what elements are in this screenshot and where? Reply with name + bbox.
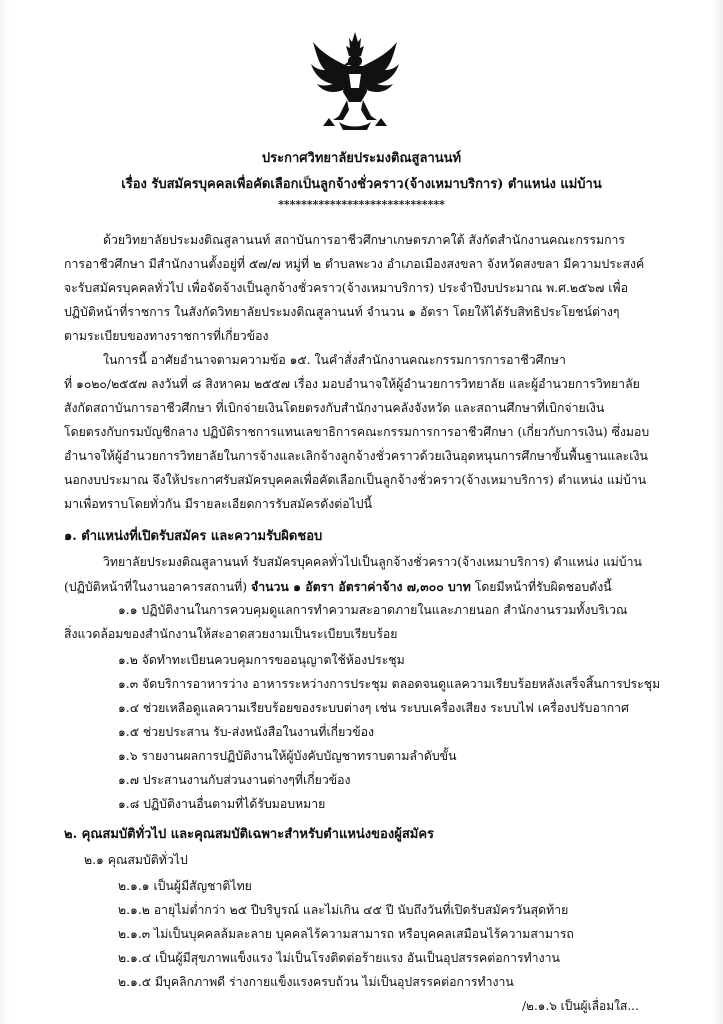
section-2-sub-heading: ๒.๑ คุณสมบัติทั่วไป [84,853,188,867]
authority-line: สังกัดสถาบันการอาชีวศึกษา ที่เบิกจ่ายเงินโดยตรงกับสำนักงานคลังจังหวัด และสถานศึกษาที่เบิกจ่ายเงิน [64,401,605,415]
duty-item: ๑.๕ ช่วยประสาน รับ-ส่งหนังสือในงานที่เกี่ยวข้อง [118,725,374,739]
intro-line: ตามระเบียบของทางราชการที่เกี่ยวข้อง [64,329,269,343]
authority-line: มาเพื่อทราบโดยทั่วกัน มีรายละเอียดการรับสมัครดังต่อไปนี้ [64,497,372,511]
intro-line: การอาชีวศึกษา มีสำนักงานตั้งอยู่ที่ ๕๗/๗ หมู่ที่ ๒ ตำบลพะวง อำเภอเมืองสงขลา จังหวัดสงขลา มีความประสงค์ [64,257,645,271]
authority-line: นอกงบประมาณ จึงให้ประกาศรับสมัครบุคคลเพื่อคัดเลือกเป็นลูกจ้างชั่วคราว(จ้างเหมาบริการ) ตำแหน่ง แม่บ้าน [64,473,647,487]
announcement-title: ประกาศวิทยาลัยประมงติณสูลานนท์ [261,151,462,166]
separator-stars: ***************************** [278,198,445,211]
position-rate: จำนวน ๑ อัตรา อัตราค่าจ้าง ๗,๓๐๐ บาท [251,579,471,594]
duty-item: ๑.๑ ปฏิบัติงานในการควบคุมดูแลการทำความสะอาดภายในและภายนอก สำนักงานรวมทั้งบริเวณ [118,603,628,617]
duty-item: ๑.๗ ประสานงานกับส่วนงานต่างๆที่เกี่ยวข้อง [118,773,351,787]
announcement-subject: เรื่อง รับสมัครบุคคลเพื่อคัดเลือกเป็นลูกจ้างชั่วคราว(จ้างเหมาบริการ) ตำแหน่ง แม่บ้าน [121,177,602,192]
intro-line: ปฏิบัติหน้าที่ราชการ ในสังกัดวิทยาลัยประมงติณสูลานนท์ จำนวน ๑ อัตรา โดยให้ได้รับสิทธิประโยชน์ต่างๆ [64,305,620,319]
duty-item: ๑.๘ ปฏิบัติงานอื่นตามที่ได้รับมอบหมาย [118,797,326,811]
section-1-para-start: (ปฏิบัติหน้าที่ในงานอาคารสถานที่) [64,580,251,594]
section-1-para-end: โดยมีหน้าที่รับผิดชอบดังนี้ [470,580,612,594]
duty-item: ๑.๔ ช่วยเหลือดูแลความเรียบร้อยของระบบต่างๆ เช่น ระบบเครื่องเสียง ระบบไฟ เครื่องปรับอากาศ [118,701,629,715]
authority-line: อำนาจให้ผู้อำนวยการวิทยาลัยในการจ้างและเลิกจ้างลูกจ้างชั่วคราวด้วยเงินอุดหนุนการศึกษาขั้นพื้นฐานและเงิน [64,449,648,463]
garuda-emblem-icon [309,30,401,130]
duty-item: สิ่งแวดล้อมของสำนักงานให้สะอาดสวยงามเป็นระเบียบเรียบร้อย [64,627,398,641]
qualification-item: ๒.๑.๕ มีบุคลิกภาพดี ร่างกายแข็งแรงครบถ้วน ไม่เป็นอุปสรรคต่อการทำงาน [118,975,514,989]
qualification-item: ๒.๑.๓ ไม่เป็นบุคคลล้มละลาย บุคคลไร้ความสามารถ หรือบุคคลเสมือนไร้ความสามารถ [118,927,574,941]
intro-line: ด้วยวิทยาลัยประมงติณสูลานนท์ สถาบันการอาชีวศึกษาเกษตรภาคใต้ สังกัดสำนักงานคณะกรรมการ [103,233,626,247]
section-1-heading: ๑. ตำแหน่งที่เปิดรับสมัคร และความรับผิดชอบ [64,529,323,544]
qualification-item: ๒.๑.๔ เป็นผู้มีสุขภาพแข็งแรง ไม่เป็นโรงติดต่อร้ายแรง อันเป็นอุปสรรคต่อการทำงาน [118,951,560,965]
intro-line: จะรับสมัครบุคคลทั่วไป เพื่อจัดจ้างเป็นลูกจ้างชั่วคราว(จ้างเหมาบริการ) ประจำปีงบประมาณ พ.ศ.๒๕๖๗ เพื่อ [64,281,628,295]
section-1-para [64,578,612,596]
qualification-item: ๒.๑.๑ เป็นผู้มีสัญชาติไทย [118,879,252,893]
duty-item: ๑.๓ จัดบริการอาหารว่าง อาหารระหว่างการประชุม ตลอดจนดูแลความเรียบร้อยหลังเสร็จสิ้นการประชุม [118,677,661,691]
section-2-heading: ๒. คุณสมบัติทั่วไป และคุณสมบัติเฉพาะสำหรับตำแหน่งของผู้สมัคร [64,827,434,842]
duty-item: ๑.๖ รายงานผลการปฏิบัติงานให้ผู้บังคับบัญชาทราบตามลำดับขั้น [118,749,457,763]
qualification-item: ๒.๑.๒ อายุไม่ต่ำกว่า ๒๕ ปีบริบูรณ์ และไม่เกิน ๔๕ ปี นับถึงวันที่เปิดรับสมัครวันสุดท้าย [118,903,569,917]
continuation-note: /๒.๑.๖ เป็นผู้เลื่อมใส... [522,999,639,1013]
authority-line: ที่ ๑๐๒๐/๒๕๕๗ ลงวันที่ ๘ สิงหาคม ๒๕๕๗ เรื่อง มอบอำนาจให้ผู้อำนวยการวิทยาลัย และผู้อำนวยการวิทยาลัย [64,377,640,391]
authority-line: ในการนี้ อาศัยอำนาจตามความข้อ ๑๕. ในคำสั่งสำนักงานคณะกรรมการการอาชีวศึกษา [103,353,566,367]
section-1-para: วิทยาลัยประมงติณสูลานนท์ รับสมัครบุคคลทั่วไปเป็นลูกจ้างชั่วคราว(จ้างเหมาบริการ) ตำแหน่ง แม่บ้าน [103,555,642,569]
authority-line: โดยตรงกับกรมบัญชีกลาง ปฏิบัติราชการแทนเลขาธิการคณะกรรมการการอาชีวศึกษา (เกี่ยวกับการเงิน) ซึ่งมอบ [64,425,650,439]
duty-item: ๑.๒ จัดทำทะเบียนควบคุมการขออนุญาตใช้ห้องประชุม [118,653,405,667]
